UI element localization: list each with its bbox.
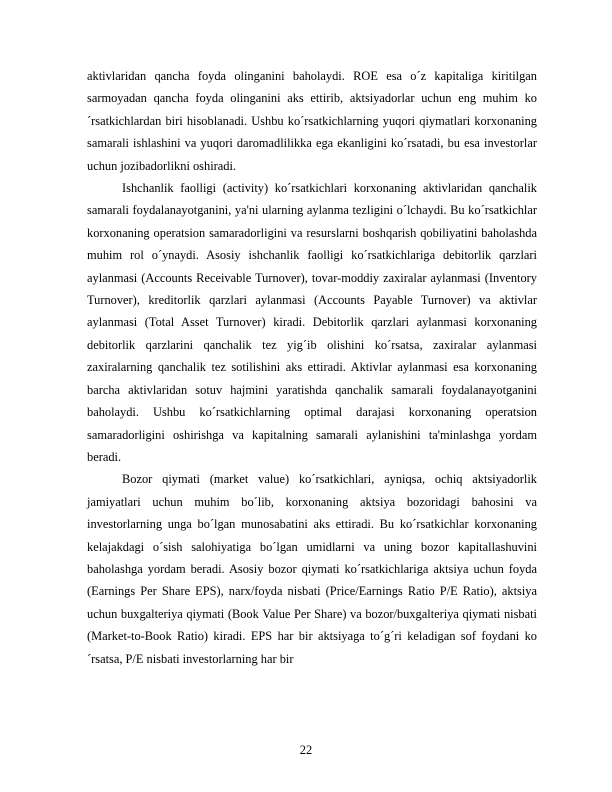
paragraph-market-value-ratios: Bozor qiymati (market value) ko´rsatkichlari, ayniqsa, ochiq aktsiyadorlik jamiyatlari uchun muhim bo´lib, korxonaning aktsiya bozoridagi bahosini va investorlarning unga bo´lgan munosabatini aks ettiradi. Bu ko´rsatkichlar korxonaning kelajakdagi o´sish salohiyatiga bo´lgan umidlarni va uning bozor kapitallashuvini baholashga yordam beradi. Asosiy bozor qiymati ko´rsatkichlariga aktsiya uchun foyda (Earnings Per Share EPS), narx/foyda nisbati (Price/Earnings Ratio P/E Ratio), aktsiya uchun buxgalteriya qiymati (Book Value Per Share) va bozor/buxgalteriya qiymati nisbati (Market-to-Book Ratio) kiradi. EPS har bir aktsiyaga to´g´ri keladigan sof foydani ko´rsatsa, P/E nisbati investorlarning har bir [87, 472, 537, 666]
paragraph-activity-ratios: Ishchanlik faolligi (activity) ko´rsatkichlari korxonaning aktivlaridan qanchalik samarali foydalanayotganini, ya'ni ularning aylanma tezligini o´lchaydi. Bu ko´rsatkichlar korxonaning operatsion samaradorligini va resurslarni boshqarish qobiliyatini baholashda muhim rol o´ynaydi. Asosiy ishchanlik faolligi ko´rsatkichlariga debitorlik qarzlari aylanmasi (Accounts Receivable Turnover), tovar-moddiy zaxiralar aylanmasi (Inventory Turnover), kreditorlik qarzlari aylanmasi (Accounts Payable Turnover) va aktivlar aylanmasi (Total Asset Turnover) kiradi. Debitorlik qarzlari aylanmasi korxonaning debitorlik qarzlarini qanchalik tez yig´ib olishini ko´rsatsa, zaxiralar aylanmasi zaxiralarning qanchalik tez sotilishini aks ettiradi. Aktivlar aylanmasi esa korxonaning barcha aktivlaridan sotuv hajmini yaratishda qanchalik samarali foydalanayotganini baholaydi. Ushbu ko´rsatkichlarning optimal darajasi korxonaning operatsion samaradorligini oshirishga va kapitalning samarali aylanishini ta'minlashga yordam beradi. [87, 181, 537, 464]
page-number: 22 [299, 743, 313, 757]
paragraph-continuation: aktivlaridan qancha foyda olinganini baholaydi. ROE esa o´z kapitaliga kiritilgan sarmoyadan qancha foyda olinganini aks ettirib, aktsiyadorlar uchun eng muhim ko´rsatkichlardan biri hisoblanadi. Ushbu ko´rsatkichlarning yuqori qiymatlari korxonaning samarali ishlashini va yuqori daromadlilikka ega ekanligini ko´rsatadi, bu esa investorlar uchun jozibadorlikni oshiradi. [87, 69, 537, 173]
page-body [87, 65, 537, 670]
